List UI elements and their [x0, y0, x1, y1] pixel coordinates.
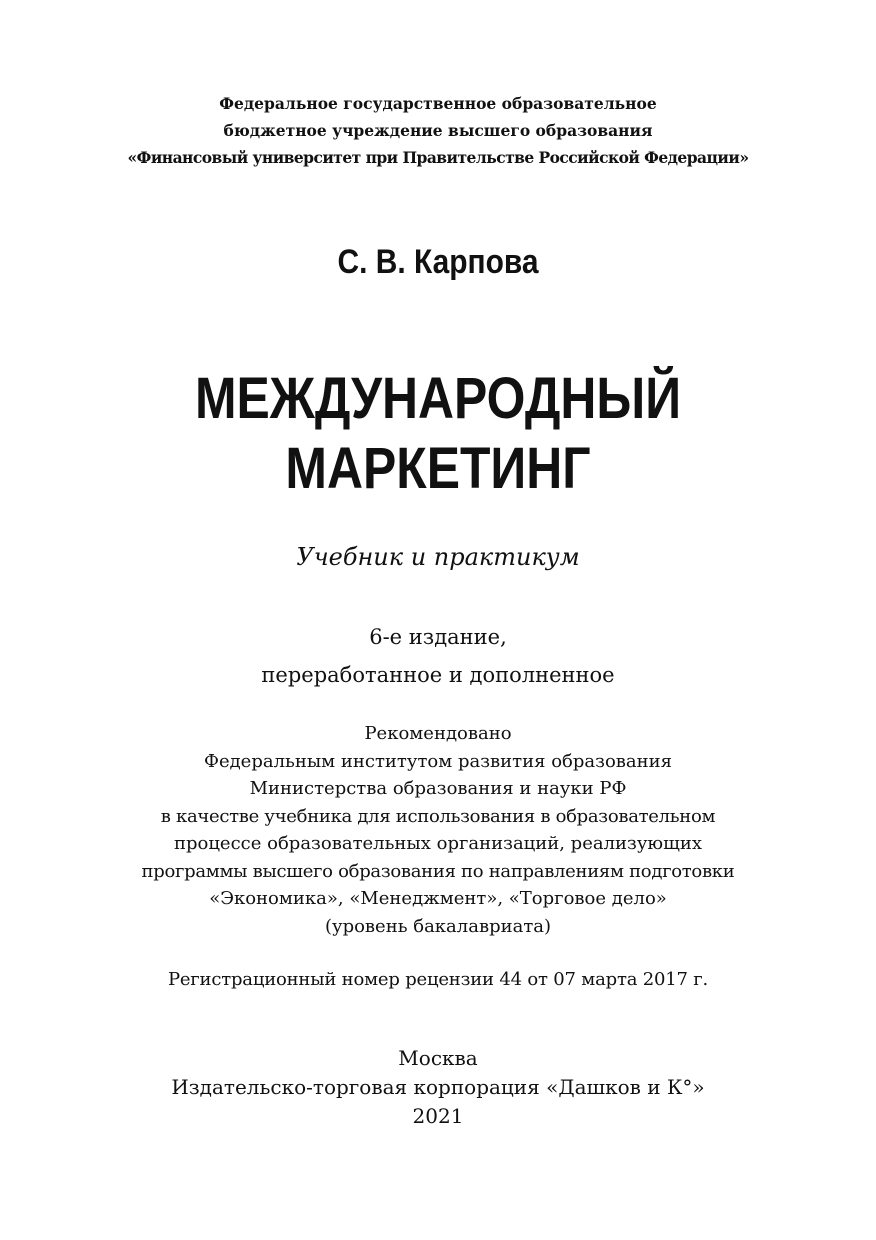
recommendation-line: Министерства образования и науки РФ: [249, 778, 627, 799]
institution-line: «Финансовый университет при Правительстве Российской Федерации»: [127, 148, 749, 167]
edition-line: переработанное и дополненное: [261, 663, 615, 687]
recommendation-line: в качестве учебника для использования в образовательном: [160, 805, 716, 827]
registration-number: Регистрационный номер рецензии 44 от 07 марта 2017 г.: [167, 969, 709, 990]
recommendation-line: (уровень бакалавриата): [324, 915, 552, 937]
institution-header: [0, 90, 876, 171]
recommendation-block: [0, 720, 876, 940]
institution-line: бюджетное учреждение высшего образования: [223, 121, 653, 140]
imprint-city: Москва: [398, 1046, 478, 1070]
book-title-line: МАРКЕТИНГ: [285, 436, 591, 501]
author-name: С. В. Карпова: [337, 243, 539, 281]
recommendation-line: Рекомендовано: [364, 723, 512, 744]
imprint: [0, 1044, 876, 1131]
recommendation-line: процессе образовательных организаций, реализующих: [174, 833, 702, 854]
imprint-year: 2021: [412, 1104, 464, 1128]
edition-line: 6-е издание,: [369, 625, 507, 649]
edition-info: [0, 618, 876, 694]
recommendation-line: программы высшего образования по направлениям подготовки: [141, 860, 735, 882]
recommendation-line: «Экономика», «Менеджмент», «Торговое дело»: [209, 888, 667, 909]
recommendation-line: Федеральным институтом развития образования: [204, 750, 672, 772]
book-subtitle: Учебник и практикум: [296, 543, 580, 571]
book-title: [61, 364, 814, 504]
imprint-publisher: Издательско-торговая корпорация «Дашков и К°»: [171, 1075, 705, 1099]
book-title-line: МЕЖДУНАРОДНЫЙ: [194, 366, 682, 431]
institution-line: Федеральное государственное образовательное: [219, 94, 657, 113]
